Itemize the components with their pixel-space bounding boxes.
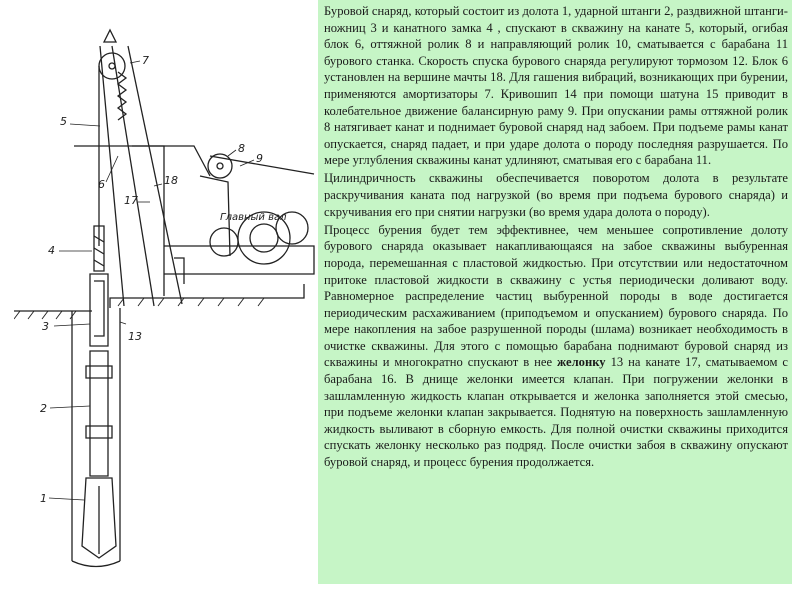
leader-2: [50, 406, 90, 408]
paragraph-3-start: Процесс бурения будет тем эффективнее, чем меньшее сопротивление долоту бурового снаряда оказывает накапливающаяся на забое скважины выбуренная порода, перемешанная с пластовой жидкостью. При отсутствии или недостаточном притоке пластовой жидкости в скважину с устья периодически доливают воду. Равномерное распределение частиц выбуренной породы в воде достигается периодическим расхаживанием (приподъемом и опусканием) бурового снаряда. По мере накопления на забое разрушенной породы (шлама) возникает необходимость в очистке скважины. Для этого с помощью барабана поднимают буровой снаряд из скважины и многократно спускают в нее: [324, 222, 788, 370]
label-7: 7: [142, 54, 149, 67]
paragraph-2: Цилиндричность скважины обеспечивается поворотом долота в результате раскручивания каната под нагрузкой (во время при подъема бурового снаряда) и скручивания его при снятии нагрузки (во время удара долота о породу).: [324, 171, 788, 219]
label-2: 2: [40, 402, 47, 415]
label-main-shaft: Главный вал: [220, 212, 287, 223]
leader-5: [70, 124, 100, 126]
label-17: 17: [124, 194, 138, 207]
paragraph-1: Буровой снаряд, который состоит из долота 1, ударной штанги 2, раздвижной штанги-ножниц 3 и канатного замка 4 , спускают в скважину на канате 5, который, огибая блок 6, оттяжной ролик 8 и направляющий ролик 10, сматывается с барабана 11 бурового станка. Скорость спуска бурового снаряда регулируют тормозом 12. Блок 6 установлен на вершине мачты 18. Для гашения вибраций, возникающих при бурении, применяются амортизаторы 7. Кривошип 14 при помощи шатуна 15 приводит в колебательное движение балансирную раму 9. При опускании рамы оттяжной ролик 8 натягивает канат и поднимает буровой снаряд над забоем. При подъеме рамы канат опускается, снаряд падает, и при ударе долота о породу последняя разрушается. По мере углубления скважины канат удлиняют, сматывая его с барабана 11.: [324, 4, 788, 168]
machine-base: [164, 246, 314, 274]
main-drum-inner: [250, 224, 278, 252]
ground-hatch: [14, 298, 264, 319]
leader-18: [154, 184, 162, 186]
leader-13: [120, 322, 126, 324]
mast-top: [104, 30, 116, 42]
leader-1: [49, 498, 84, 500]
crown-block-axle: [109, 63, 115, 69]
label-8: 8: [238, 142, 245, 155]
mast-brace: [132, 146, 164, 296]
paragraph-3: [324, 222, 788, 471]
label-4: 4: [48, 244, 55, 257]
drilling-rig-diagram: [14, 6, 320, 572]
jars-rod: [90, 274, 108, 346]
leader-8: [228, 150, 236, 156]
label-6: 6: [98, 178, 105, 191]
paragraph-3-end: 13 на канате 17, сматываемом с барабана 16. В днище желонки имеется клапан. При погружении желонки в зашламленную жидкость клапан открывается и желонка заполняется этой смесью, при подъеме желонки клапан закрывается. Поднятую на поверхность зашламленную жидкость выливают в сборную емкость. Для полной очистки скважины приходится спускать желонку несколько раз подряд. После очистки забоя в скважину опускают буровой снаряд, и процесс бурения продолжается.: [324, 355, 788, 470]
label-13: 13: [128, 330, 142, 343]
label-1: 1: [40, 492, 47, 505]
drilling-rig-svg: [14, 6, 320, 572]
shock-absorber-spring: [118, 72, 126, 120]
description-panel: [318, 0, 792, 584]
label-3: 3: [42, 320, 49, 333]
balancing-frame-top: [74, 146, 210, 176]
label-18: 18: [164, 174, 178, 187]
jars-inner: [94, 281, 104, 336]
label-9: 9: [256, 152, 263, 165]
pulley-8-axle: [217, 163, 223, 169]
crank-wheel: [210, 228, 238, 256]
label-5: 5: [60, 115, 67, 128]
well-bottom: [72, 561, 120, 567]
drill-stem: [90, 351, 108, 476]
bailer-term: желонку: [557, 355, 606, 370]
